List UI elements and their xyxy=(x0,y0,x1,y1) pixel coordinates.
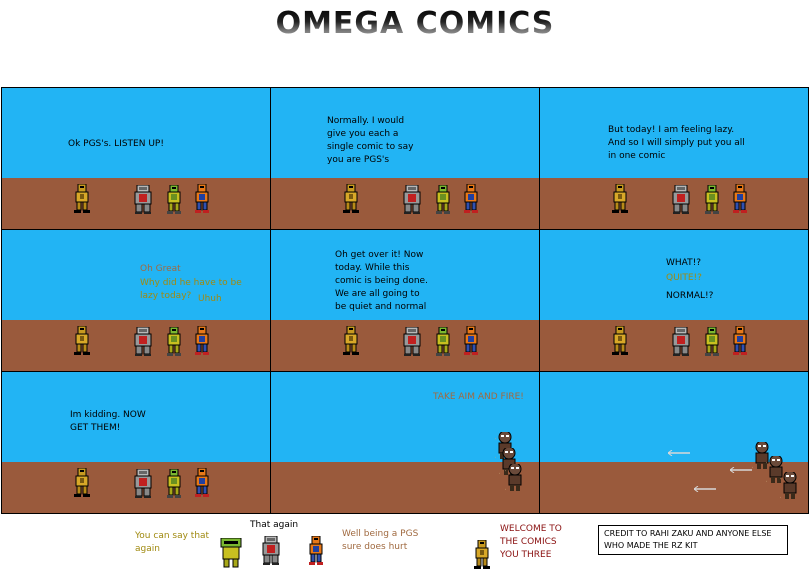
archer-character xyxy=(780,472,804,502)
panel-4-dialog-3: Uhuh xyxy=(198,294,222,304)
green-character xyxy=(435,185,455,217)
silver-character-hurt xyxy=(262,536,284,570)
gold-character xyxy=(343,184,363,216)
comic-grid xyxy=(1,87,809,514)
orange-character xyxy=(194,184,214,216)
panel-4-dialog-1: Oh Great xyxy=(140,264,181,274)
panel-4 xyxy=(1,229,271,372)
gold-character xyxy=(343,326,363,358)
footer-welcome: WELCOME TO THE COMICS YOU THREE xyxy=(500,524,562,560)
panel-6 xyxy=(539,229,809,372)
arrow-icon xyxy=(694,486,718,492)
credit-box: CREDIT TO RAHI ZAKU AND ANYONE ELSE WHO MADE THE RZ KIT xyxy=(598,525,788,555)
arrow-icon xyxy=(730,467,754,473)
footer-say-that: You can say that again xyxy=(135,531,210,554)
orange-character xyxy=(194,326,214,358)
panel-8-dialog: TAKE AIM AND FIRE! xyxy=(433,392,524,402)
gold-character xyxy=(612,184,632,216)
gold-character xyxy=(74,326,94,358)
panel-6-dialog-2: QUITE!? xyxy=(666,273,702,283)
silver-character xyxy=(403,185,423,217)
green-character xyxy=(435,327,455,359)
panel-7-dialog: Im kidding. NOW GET THEM! xyxy=(70,410,146,433)
green-character xyxy=(704,327,724,359)
gold-character-welcome xyxy=(474,540,494,572)
orange-character xyxy=(463,326,483,358)
orange-character xyxy=(732,326,752,358)
comic-title: OMEGA COMICS xyxy=(0,6,810,41)
silver-character xyxy=(134,469,154,501)
panel-7 xyxy=(1,371,271,514)
panel-3 xyxy=(539,87,809,230)
panel-6-dialog-3: NORMAL!? xyxy=(666,291,714,301)
green-character xyxy=(166,185,186,217)
gold-character xyxy=(74,468,94,500)
archer-character xyxy=(505,464,529,494)
gold-character xyxy=(612,326,632,358)
panel-2-dialog: Normally. I would give you each a single comic to say you are PGS's xyxy=(327,116,414,165)
silver-character xyxy=(134,327,154,359)
green-character-hurt xyxy=(218,538,244,570)
panel-2 xyxy=(270,87,540,230)
panel-1-dialog: Ok PGS's. LISTEN UP! xyxy=(68,139,164,149)
panel-5-dialog: Oh get over it! Now today. While this comic is being done. We are all going to be quiet and normal xyxy=(335,250,428,312)
panel-4-dialog-2: Why did he have to be lazy today? xyxy=(140,278,242,301)
silver-character xyxy=(134,185,154,217)
gold-character xyxy=(74,184,94,216)
footer-being-pgs: Well being a PGS sure does hurt xyxy=(342,529,419,552)
arrow-icon xyxy=(668,450,692,456)
silver-character xyxy=(403,327,423,359)
panel-8 xyxy=(270,371,540,514)
green-character xyxy=(166,469,186,501)
orange-character xyxy=(463,184,483,216)
orange-character-hurt xyxy=(308,536,330,570)
panel-9 xyxy=(539,371,809,514)
footer-that-again: That again xyxy=(250,520,299,530)
silver-character xyxy=(672,327,692,359)
orange-character xyxy=(194,468,214,500)
green-character xyxy=(166,327,186,359)
panel-1 xyxy=(1,87,271,230)
silver-character xyxy=(672,185,692,217)
green-character xyxy=(704,185,724,217)
panel-3-dialog: But today! I am feeling lazy. And so I will simply put you all in one comic xyxy=(608,125,745,161)
panel-5 xyxy=(270,229,540,372)
orange-character xyxy=(732,184,752,216)
panel-6-dialog-1: WHAT!? xyxy=(666,258,702,268)
